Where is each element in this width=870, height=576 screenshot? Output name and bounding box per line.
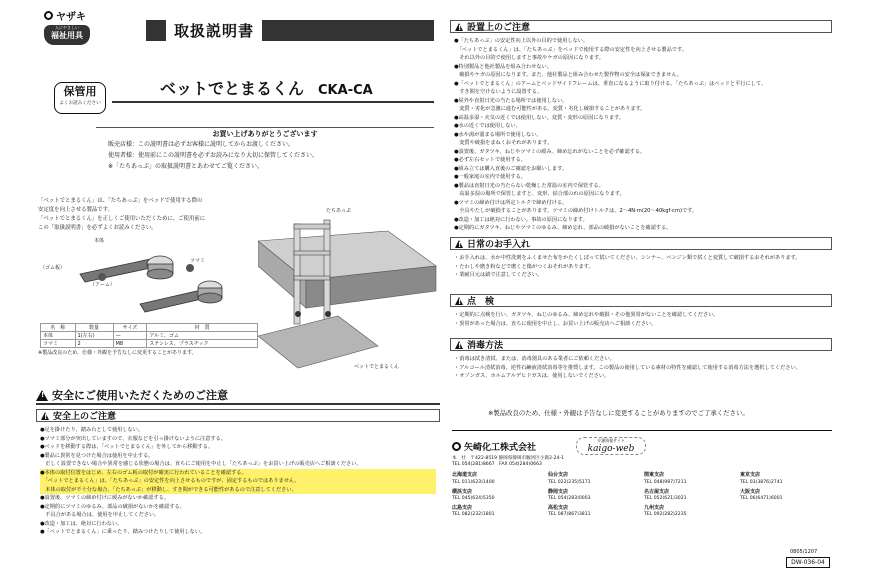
list-item: 高温多湿の場所で保管しますと、変形、結合部のれの原因になります。 [454, 191, 625, 197]
list-item: ●「ベットでとまるくん」に乗ったり、踏みつけたりして使用しない。 [40, 529, 206, 535]
web-label: 介護情報サイト [597, 438, 625, 443]
list-item: ●組み立ては購入直後のご確認をお願いします。 [454, 165, 568, 172]
branch-item: 大阪支店 TEL 06(6471)6001 [740, 488, 783, 502]
install-list [454, 37, 834, 233]
list-item: ●改造・加工は絶対に行わない。事故の原因になります。 [454, 216, 588, 223]
doc-date: 0805/1207 [790, 549, 818, 555]
list-item: 「ベットでとまるくん」は、「たちあっぷ」をベッドで使用する際の安定性を向上させる製品です。 [454, 46, 687, 53]
check-list [454, 311, 834, 328]
parts-illustration [40, 236, 240, 316]
product-name: ベットでとまるくん [160, 79, 305, 98]
manual-title: 取扱説明書 [174, 22, 255, 40]
intro-line-3: 「ベットでとまるくん」を正しくご使用いただくために、ご使用前に [38, 216, 206, 222]
yazaki-mark-icon [452, 442, 461, 451]
company-block [452, 430, 832, 544]
list-item: ・アルコール清拭消毒、逆性石鹸液清拭消毒等を推奨します。この製品の使用している素材の特性を確認して使用する消毒方法を選択してください。 [454, 364, 801, 371]
thanks-line-3: ※「たちあっぷ」の取扱説明書とあわせてご覧ください。 [108, 163, 263, 170]
warning-icon [455, 297, 463, 305]
table-cell: ステンレス、プラスチック [147, 340, 258, 348]
list-item-highlight: 「ベットでとまるくん」は、「たちあっぷ」の安定性を向上させるものですが、固定するものではありません。 [40, 477, 436, 486]
list-item: ・定期的に点検を行い、ガタツキ、ねじのゆるみ、締め忘れや破損・その他異常がないことを確認してください。 [454, 312, 719, 318]
branch-item: 静岡支店 TEL 054(283)0003 [548, 488, 591, 502]
list-item: ●設置後、ツマミの締め付けに緩みがないか確認する。 [40, 495, 170, 501]
list-item: ●改造・加工は、絶対に行わない。 [40, 520, 123, 527]
branch-item: 名古屋支店 TEL 052(621)3021 [644, 488, 687, 502]
label-rubber: （ゴム板） [40, 265, 66, 271]
product-code: CKA-CA [318, 83, 373, 98]
table-cell: 本体 [41, 332, 76, 340]
parts-drawing [60, 244, 240, 316]
spec-header-material: 材 質 [147, 324, 258, 332]
logo-badge [44, 25, 90, 45]
product-title-underline [112, 101, 434, 103]
disinfect-list [454, 355, 834, 381]
list-item: ・たわしや磨き粉などで磨くと傷がつくおそれがあります。 [454, 263, 594, 270]
list-item: ●ツマミ部分が突出していますので、衣服などを引っ掛けないように注意する。 [40, 435, 226, 442]
list-item: ●製品に異常を見つけた場合は使用を中止する。 [40, 452, 154, 459]
list-item: 不具合がある場合は、使用を中止してください。 [40, 512, 160, 518]
warning-icon [36, 390, 48, 401]
kaigo-web-logo [576, 437, 646, 455]
list-item: ●定期的にガタツキ、ねじやツマミのゆるみ、締め忘れ、部品の破損がないことを確認する。 [454, 225, 672, 231]
bed-drawing [258, 196, 438, 376]
list-item: 破損やケガの原因になります。また、他社製品と組み合わせた製作物の安全は保証できません。 [454, 72, 683, 78]
label-tachiup: たちあっぷ [326, 208, 351, 214]
table-cell: アルミ、ゴム [147, 332, 258, 340]
list-item: すき間を空けないように設置する。 [454, 89, 543, 95]
thanks-line-2: 使用者様：使用前にこの説明書を必ずお読みになり大切に保管してください。 [108, 152, 319, 159]
branch-item: 北海道支店 TEL 011(623)1400 [452, 472, 495, 485]
list-item: ●「ベットでとまるくん」のアームとベッドサイドフレームは、垂直になるように取り付ける。「たちあっぷ」はベッドと平行にして、 [454, 80, 767, 87]
list-item: ●高温多湿・火気の近くでは使用しない。変質・変形の原因になります。 [454, 114, 625, 121]
safety-list [40, 426, 436, 537]
list-item: ●屋外や直射日光の当たる場所では使用しない。 [454, 97, 568, 104]
yazaki-mark-icon [44, 11, 53, 20]
list-item: ●足を掛けたり、踏み台として使用しない。 [40, 427, 144, 433]
table-cell: 2 [75, 340, 113, 348]
brand-name: ヤザキ [56, 12, 86, 23]
change-notice: ※製品改良のため、仕様・外観は予告なしに変更することがありますのでご了承ください。 [488, 409, 749, 417]
hq-tel: TEL 054(281)8667 FAX 054(284)0663 [452, 462, 542, 468]
list-item: それ以外の目的で使用しますと事故やケガの原因になります。 [454, 55, 604, 61]
list-item-highlight: ●本体の取付位置をはじめ、左右のゴム板の取付が確実に行われていることを確認する。 [40, 469, 436, 478]
list-item: ●水の近くでは使用しない。 [454, 123, 521, 129]
list-item: ●特別製品と他社製品を組み合わせない。 [454, 63, 552, 70]
warning-icon [41, 412, 49, 420]
safety-banner-text: 安全にご使用いただくためのご注意 [52, 389, 228, 402]
table-cell: M8 [113, 340, 147, 348]
spec-table [40, 323, 258, 348]
branch-item: 高松支店 TEL 087(867)3811 [548, 505, 591, 518]
spec-table-header [41, 324, 258, 332]
label-knob: ツマミ [190, 258, 206, 264]
safety-section-heading [36, 409, 440, 422]
intro-line-1: 「ベットでとまるくん」は、「たちあっぷ」をベッドで使用する際の [38, 198, 203, 204]
branch-grid [452, 472, 832, 518]
list-item: ・お手入れは、水か中性洗剤をふくませた布をかたくしぼって拭いてください。シンナー、ベンジン類で拭くと変質して破損するおそれがあります。 [454, 255, 801, 261]
install-section-heading [450, 20, 832, 33]
warning-icon [455, 23, 463, 31]
thanks-line-1: 販売店様：この説明書は必ずお客様に説明してからお渡しください。 [108, 141, 295, 148]
keep-label-title: 保管用 [63, 85, 97, 98]
table-row [41, 332, 258, 340]
manual-title-bar [146, 20, 434, 41]
company-name: 矢崎化工株式会社 [464, 442, 537, 453]
intro-text [38, 197, 252, 233]
safety-banner-underline [36, 403, 440, 405]
list-item-highlight: 本体の取付が不十分な場合、「たちあっぷ」が移動し、すき間ができる可能性があるので注意してください。 [40, 486, 436, 495]
branch-item: 東京支店 TEL 03(3876)2741 [740, 472, 783, 485]
list-item: 変質や破損をまねくおそれがあります。 [454, 140, 553, 146]
safety-banner [36, 388, 440, 402]
table-cell: — [113, 332, 147, 340]
keep-label-sub: よくお読みください [59, 101, 101, 106]
care-heading-text: 日常のお手入れ [467, 240, 531, 250]
logo-text: 福祉用具 [51, 31, 83, 40]
table-cell: ツマミ [41, 340, 76, 348]
list-item: 全具やたしが破損することがあります。ツマミの締め付けトルクは、2～4N·m(20～40kgf·cm)です。 [454, 208, 698, 214]
label-arm: （アーム） [90, 282, 115, 288]
intro-line-4: この「取扱説明書」を必ずよくお読みください。 [38, 225, 157, 231]
spec-header-size: サイズ [113, 324, 147, 332]
list-item: ・業耐目元は錆で注意してください。 [454, 272, 543, 278]
label-body: 本体 [94, 238, 105, 244]
safety-heading-text: 安全上のご注意 [53, 412, 117, 422]
web-logo-text: kaigo-web [587, 444, 635, 454]
spec-header-name: 名 称 [41, 324, 76, 332]
care-section-heading [450, 237, 832, 250]
label-product: ベットでとまるくん [354, 364, 400, 370]
list-item: ●設置後、ガタツキ、ねじやツマミの緩み、締め忘れがないことを必ず確認する。 [454, 148, 646, 155]
keep-label [54, 82, 106, 114]
intro-line-2: 安定度を向上させる製品です。 [38, 207, 114, 213]
branch-item: 九州支店 TEL 092(282)2235 [644, 505, 687, 518]
list-item: ●水や湯が溜まる場所で使用しない。 [454, 131, 542, 138]
check-heading-text: 点 検 [467, 297, 495, 307]
list-item: ●「たちあっぷ」の安定性向上以外の目的で使用しない。 [454, 38, 589, 44]
care-list [454, 254, 834, 280]
bed-illustration [258, 196, 438, 376]
thanks-box [96, 127, 434, 179]
disinfect-heading-text: 消毒方法 [467, 341, 504, 351]
list-item: 正しく設置できない場合や異常を感じる状態の場合は、直ちにご使用を中止し「たちあっぷ」をお買い上げの販売店へご相談ください。 [40, 461, 362, 467]
list-item: ●必ず左右セットで使用する。 [454, 157, 526, 163]
disinfect-section-heading [450, 338, 832, 351]
list-item: ●ベッドを移動する際は、「ベットでとまるくん」を外してから移動する。 [40, 444, 214, 450]
hq-address: 本 社 〒422-8519 静岡県静岡市駿河区小鹿2-24-1 [452, 456, 565, 461]
table-row [41, 340, 258, 348]
list-item: ●一般家庭の室内で使用する。 [454, 174, 526, 180]
list-item: ●製品は直射日光の当たらない乾燥した常温の室内で保管する。 [454, 182, 604, 189]
table-cell: 1(左右) [75, 332, 113, 340]
logo-tagline: 人にやさしい [55, 25, 79, 30]
branch-item: 関東支店 TEL 048(987)7211 [644, 472, 687, 485]
branch-item: 仙台支店 TEL 022(235)5171 [548, 472, 591, 485]
branch-item: 横浜支店 TEL 045(624)5350 [452, 488, 495, 502]
list-item: ●定期的にツマミのゆるみ、部品の破損がないかを確認する。 [40, 503, 185, 510]
doc-code: DW-036-04 [786, 557, 830, 568]
warning-icon [455, 240, 463, 248]
list-item: ・異常があった場合は、直ちに使用を中止し、お買い上げの販売店へご相談ください。 [454, 320, 657, 327]
warning-icon [455, 341, 463, 349]
spec-note: ※製品改良のため、仕様・外観を予告なしに変更することがあります。 [38, 350, 197, 356]
thanks-title: お買い上げありがとうございます [212, 130, 318, 138]
brand-logo [44, 8, 104, 46]
check-section-heading [450, 294, 832, 307]
branch-item: 広島支店 TEL 082(232)1801 [452, 505, 495, 518]
install-heading-text: 設置上のご注意 [467, 23, 531, 33]
list-item: ●ツマミの締め付けは所定トルクで締め付ける。 [454, 199, 568, 206]
list-item: ・オゾンガス、ホルムアルデヒドガスは、使用しないでください。 [454, 373, 610, 379]
list-item: ・消毒は拭き清拭、または、消毒器具のある業者にご依頼ください。 [454, 356, 615, 362]
list-item: 変質・劣化が急激に進む可能性がある。変質・劣化し破損することがあります。 [454, 106, 646, 112]
spec-header-qty: 数量 [75, 324, 113, 332]
product-title [160, 76, 392, 100]
